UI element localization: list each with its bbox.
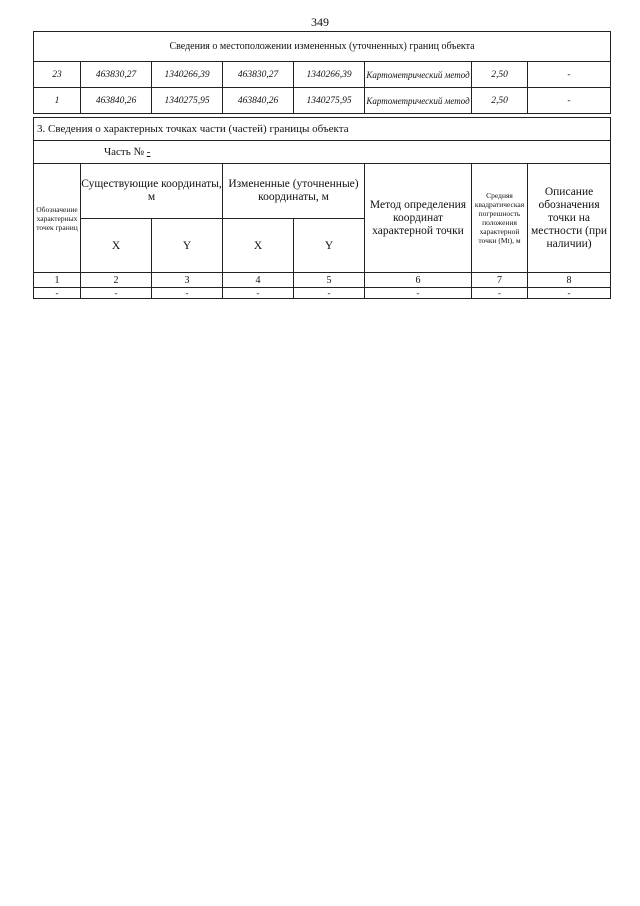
header-existing-y: Y	[152, 219, 223, 273]
existing-x: 463840,26	[81, 88, 152, 114]
changed-y: 1340266,39	[294, 62, 365, 88]
table1-title: Сведения о местоположении измененных (уточненных) границ объекта	[34, 32, 611, 62]
part-line	[34, 141, 611, 164]
column-numbers-row	[34, 273, 611, 288]
header-changed-y: Y	[294, 219, 365, 273]
accuracy: 2,50	[472, 88, 528, 114]
empty-cell: -	[472, 288, 528, 299]
part-points-table	[33, 117, 611, 299]
table-row	[34, 288, 611, 299]
header-changed-coords: Измененные (уточненные) координаты, м	[223, 164, 365, 219]
column-number: 3	[152, 273, 223, 288]
column-number: 8	[528, 273, 611, 288]
column-number: 2	[81, 273, 152, 288]
header-existing-x: X	[81, 219, 152, 273]
existing-y: 1340275,95	[152, 88, 223, 114]
section-title: 3. Сведения о характерных точках части (частей) границы объекта	[34, 118, 611, 141]
empty-cell: -	[528, 288, 611, 299]
changed-boundaries-table	[33, 31, 611, 114]
changed-x: 463840,26	[223, 88, 294, 114]
empty-cell: -	[294, 288, 365, 299]
header-accuracy: Средняя квадратическая погрешность положения характерной точки (Mt), м	[472, 164, 528, 273]
header-changed-x: X	[223, 219, 294, 273]
header-description: Описание обозначения точки на местности (при наличии)	[528, 164, 611, 273]
accuracy: 2,50	[472, 62, 528, 88]
header-method: Метод определения координат характерной точки	[365, 164, 472, 273]
description: -	[528, 88, 611, 114]
empty-cell: -	[34, 288, 81, 299]
table-row	[34, 88, 611, 114]
changed-x: 463830,27	[223, 62, 294, 88]
changed-y: 1340275,95	[294, 88, 365, 114]
column-number: 1	[34, 273, 81, 288]
part-label: Часть №	[104, 146, 144, 158]
existing-y: 1340266,39	[152, 62, 223, 88]
description: -	[528, 62, 611, 88]
header-point-designation: Обозначение характерных точек границ	[34, 164, 81, 273]
method: Картометрический метод	[365, 62, 472, 88]
column-number: 6	[365, 273, 472, 288]
table-row	[34, 62, 611, 88]
method: Картометрический метод	[365, 88, 472, 114]
empty-cell: -	[152, 288, 223, 299]
point-id: 1	[34, 88, 81, 114]
column-number: 7	[472, 273, 528, 288]
empty-cell: -	[365, 288, 472, 299]
column-number: 5	[294, 273, 365, 288]
page-number: 349	[311, 15, 329, 29]
point-id: 23	[34, 62, 81, 88]
empty-cell: -	[81, 288, 152, 299]
empty-cell: -	[223, 288, 294, 299]
existing-x: 463830,27	[81, 62, 152, 88]
column-number: 4	[223, 273, 294, 288]
header-existing-coords: Существующие координаты, м	[81, 164, 223, 219]
part-value: -	[146, 146, 151, 158]
